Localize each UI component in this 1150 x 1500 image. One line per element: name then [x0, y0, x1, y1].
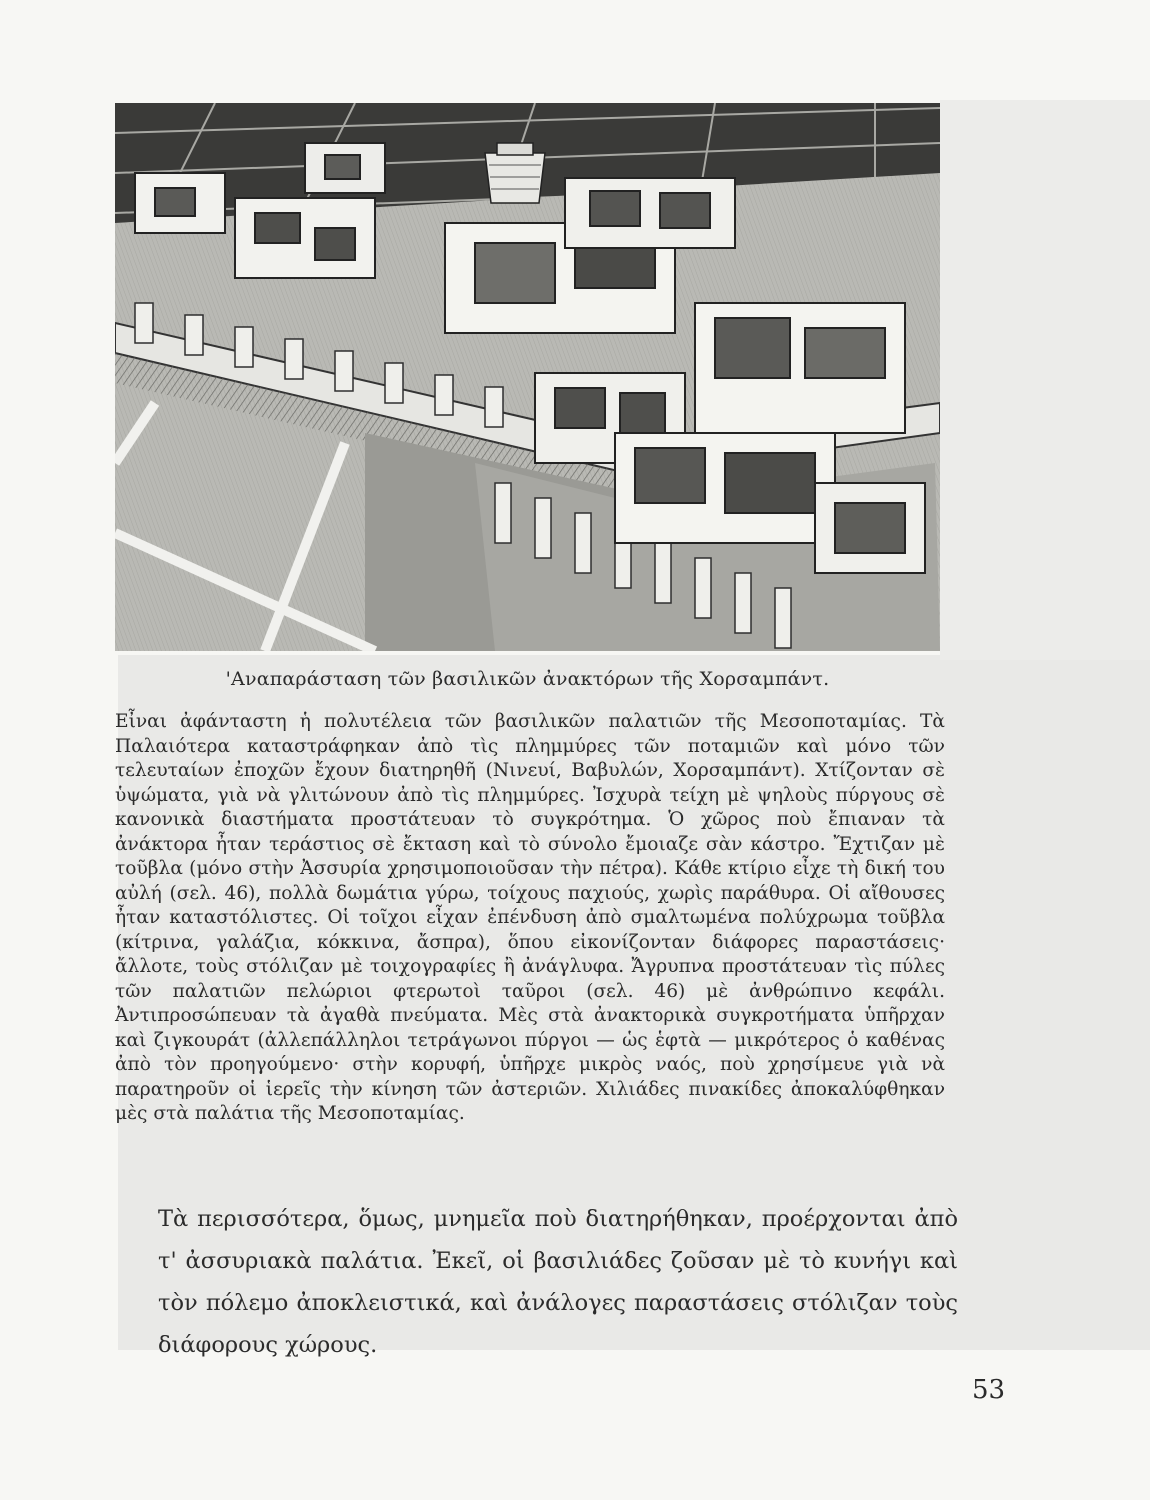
lead-paragraph: Τὰ περισσότερα, ὅμως, μνημεῖα ποὺ διατηρήθηκαν, προέρχονται ἀπὸ τ' ἀσσυριακὰ παλάτια. Ἐκεῖ, οἱ βασιλιάδες ζοῦσαν μὲ τὸ κυνήγι καὶ τὸν πόλεμο ἀποκλειστικά, καὶ ἀνάλογες παραστάσεις στόλιζαν τοὺς διάφορους χώρους. — [158, 1206, 958, 1358]
page-tone-right — [940, 100, 1150, 660]
page-number: 53 — [972, 1375, 1006, 1405]
figure-caption: 'Αναπαράσταση τῶν βασιλικῶν ἀνακτόρων τῆς Χορσαμπάντ. — [225, 668, 830, 690]
palace-reconstruction-figure — [115, 103, 940, 651]
body-paragraph: Εἶναι ἀφάνταστη ἡ πολυτέλεια τῶν βασιλικῶν παλατιῶν τῆς Μεσοποταμίας. Τὰ Παλαιότερα καταστράφηκαν ἀπὸ τὶς πλημμύρες τῶν ποταμιῶν καὶ μόνο τῶν τελευταίων ἐποχῶν ἔχουν διατηρηθῆ (Νινευί, Βαβυλών, Χορσαμπάντ). Χτίζονταν σὲ ὑψώματα, γιὰ νὰ γλιτώνουν ἀπὸ τὶς πλημμύρες. Ἰσχυρὰ τείχη μὲ ψηλοὺς πύργους σὲ κανονικὰ διαστήματα προστάτευαν τὸ συγκρότημα. Ὁ χῶρος ποὺ ἔπιαναν τὰ ἀνάκτορα ἦταν τεράστιος σὲ ἔκταση καὶ τὸ σύνολο ἔμοιαζε σὰν κάστρο. Ἔχτιζαν μὲ τοῦβλα (μόνο στὴν Ἀσσυρία χρησιμοποιοῦσαν τὴν πέτρα). Κάθε κτίριο εἶχε τὴ δική του αὐλή (σελ. 46), πολλὰ δωμάτια γύρω, τοίχους παχιούς, χωρὶς παράθυρα. Οἱ αἴθουσες ἦταν καταστόλιστες. Οἱ τοῖχοι εἶχαν ἐπένδυση ἀπὸ σμαλτωμένα πολύχρωμα τοῦβλα (κίτρινα, γαλάζια, κόκκινα, ἄσπρα), ὅπου εἰκονίζονταν διάφορες παραστάσεις· ἄλλοτε, τοὺς στόλιζαν μὲ τοιχογραφίες ἢ ἀνάγλυφα. Ἄγρυπνα προστάτευαν τὶς πύλες τῶν παλατιῶν πελώριοι φτερωτοὶ ταῦροι (σελ. 46) μὲ ἀνθρώπινο κεφάλι. Ἀντιπροσώπευαν τὰ ἀγαθὰ πνεύματα. Μὲς στὰ ἀνακτορικὰ συγκροτήματα ὑπῆρχαν καὶ ζιγκουράτ (ἀλλεπάλληλοι τετράγωνοι πύργοι — ὡς ἑφτὰ — μικρότερος ὁ καθένας ἀπὸ τὸν προηγούμενο· στὴν κορυφή, ὑπῆρχε μικρὸς ναός, ποὺ χρησίμευε γιὰ νὰ παρατηροῦν οἱ ἱερεῖς τὴν κίνηση τῶν ἀστεριῶν. Χιλιάδες πινακίδες ἀποκαλύφθηκαν μὲς στὰ παλάτια τῆς Μεσοποταμίας. — [115, 711, 945, 1124]
palace-illustration — [115, 103, 940, 651]
